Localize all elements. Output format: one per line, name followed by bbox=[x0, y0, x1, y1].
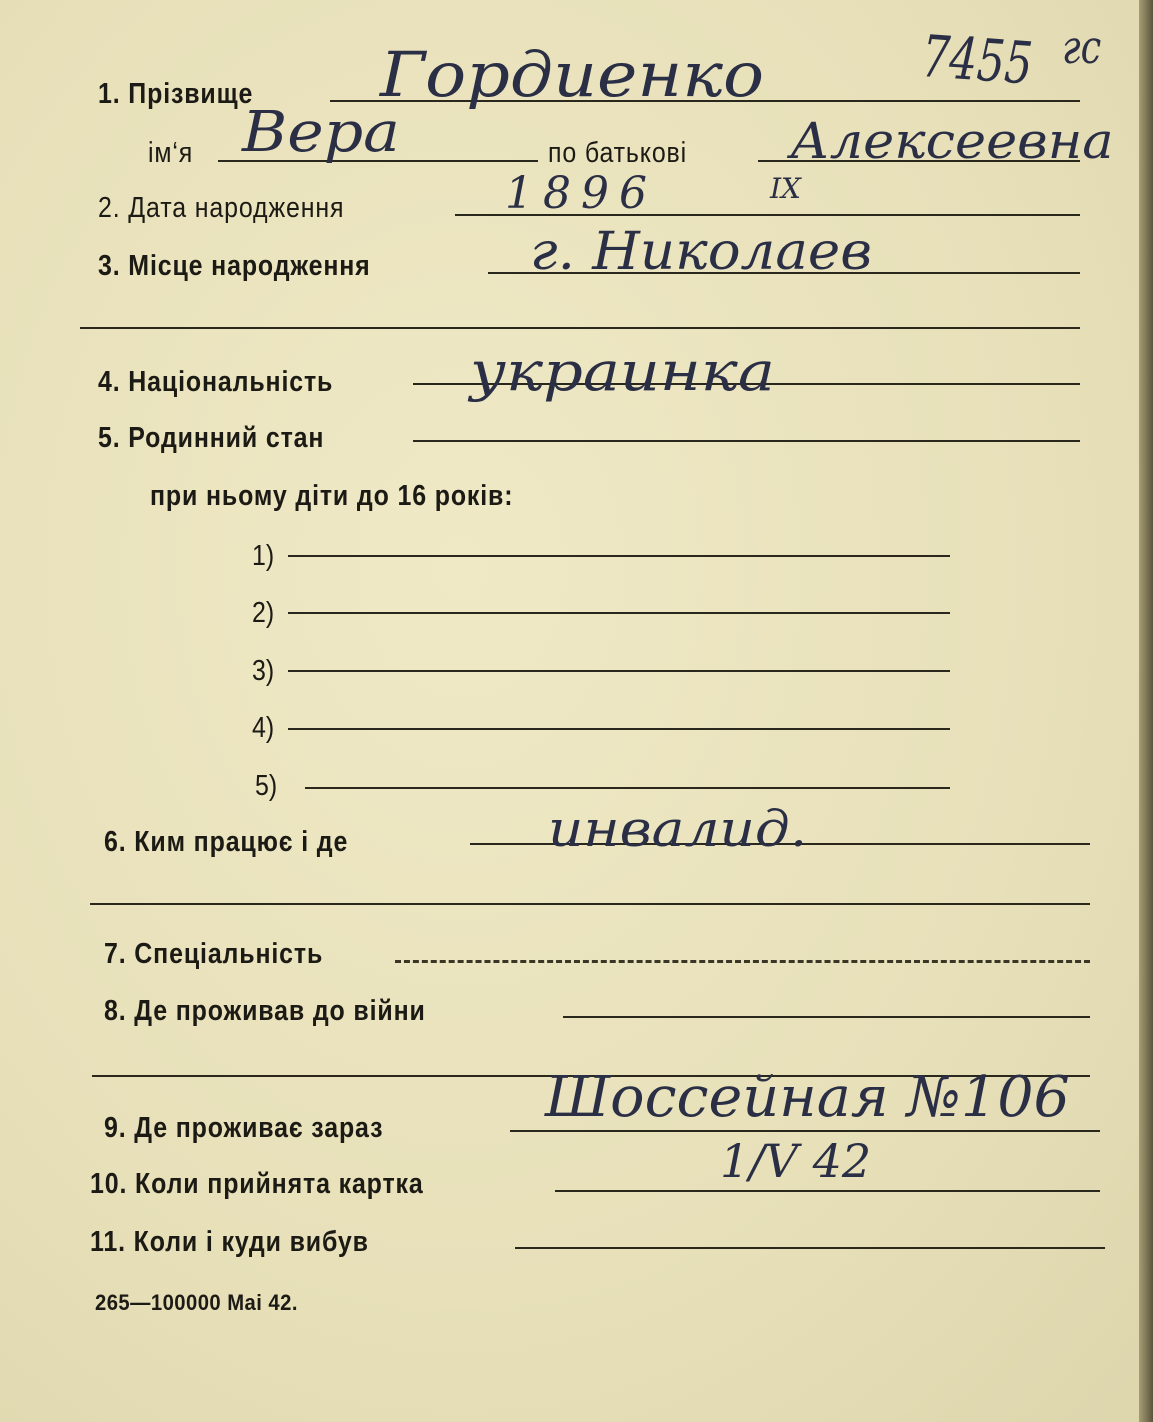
specialty-line bbox=[395, 960, 1090, 963]
child-4-line bbox=[288, 728, 950, 730]
current-residence-label: 9. Де проживає зараз bbox=[104, 1112, 384, 1144]
card-accepted-value: 1/V 42 bbox=[720, 1134, 872, 1188]
prewar-residence-line bbox=[563, 1016, 1090, 1018]
surname-value: Гордиенко bbox=[380, 38, 765, 111]
surname-label: 1. Прізвище bbox=[98, 78, 254, 110]
marital-status-line bbox=[413, 440, 1080, 442]
nationality-label: 4. Національність bbox=[98, 366, 334, 398]
card-edge-shadow bbox=[1139, 0, 1153, 1422]
child-2-line bbox=[288, 612, 950, 614]
birth-place-label: 3. Місце народження bbox=[98, 250, 371, 282]
occupation-label: 6. Ким працює і де bbox=[104, 826, 349, 858]
record-number: 7455 bbox=[919, 22, 1035, 98]
first-name-label: ім‘я bbox=[148, 137, 194, 169]
children-label: при ньому діти до 16 років: bbox=[150, 480, 514, 512]
birth-date-label: 2. Дата народження bbox=[98, 192, 345, 224]
patronymic-value: Алексеевна bbox=[790, 112, 1114, 170]
birth-place-line-2 bbox=[80, 327, 1080, 329]
marital-status-label: 5. Родинний стан bbox=[98, 422, 325, 454]
child-4-label: 4) bbox=[252, 712, 275, 744]
birth-date-month: IX bbox=[770, 172, 801, 205]
prewar-residence-label: 8. Де проживав до війни bbox=[104, 995, 426, 1027]
card-accepted-line bbox=[555, 1190, 1100, 1192]
departure-label: 11. Коли і куди вибув bbox=[90, 1226, 369, 1258]
child-2-label: 2) bbox=[252, 597, 275, 629]
first-name-value: Вера bbox=[242, 100, 400, 165]
nationality-value: украинка bbox=[470, 340, 775, 403]
child-3-line bbox=[288, 670, 950, 672]
card-accepted-label: 10. Коли прийнята картка bbox=[90, 1168, 424, 1200]
birth-place-value: г. Николаев bbox=[530, 222, 872, 282]
current-residence-line bbox=[510, 1130, 1100, 1132]
departure-line bbox=[515, 1247, 1105, 1249]
patronymic-label: по батькові bbox=[548, 137, 688, 169]
print-code: 265—100000 Mai 42. bbox=[95, 1290, 298, 1315]
child-1-label: 1) bbox=[252, 540, 275, 572]
child-5-line bbox=[305, 787, 950, 789]
child-1-line bbox=[288, 555, 950, 557]
specialty-label: 7. Спеціальність bbox=[104, 938, 324, 970]
child-3-label: 3) bbox=[252, 655, 275, 687]
occupation-value: инвалид. bbox=[548, 800, 808, 858]
child-5-label: 5) bbox=[255, 770, 278, 802]
birth-date-value: 1896 bbox=[505, 168, 657, 219]
current-residence-value: Шоссейная №106 bbox=[545, 1065, 1070, 1130]
occupation-line-2 bbox=[90, 903, 1090, 905]
record-suffix: гс bbox=[1062, 20, 1102, 74]
